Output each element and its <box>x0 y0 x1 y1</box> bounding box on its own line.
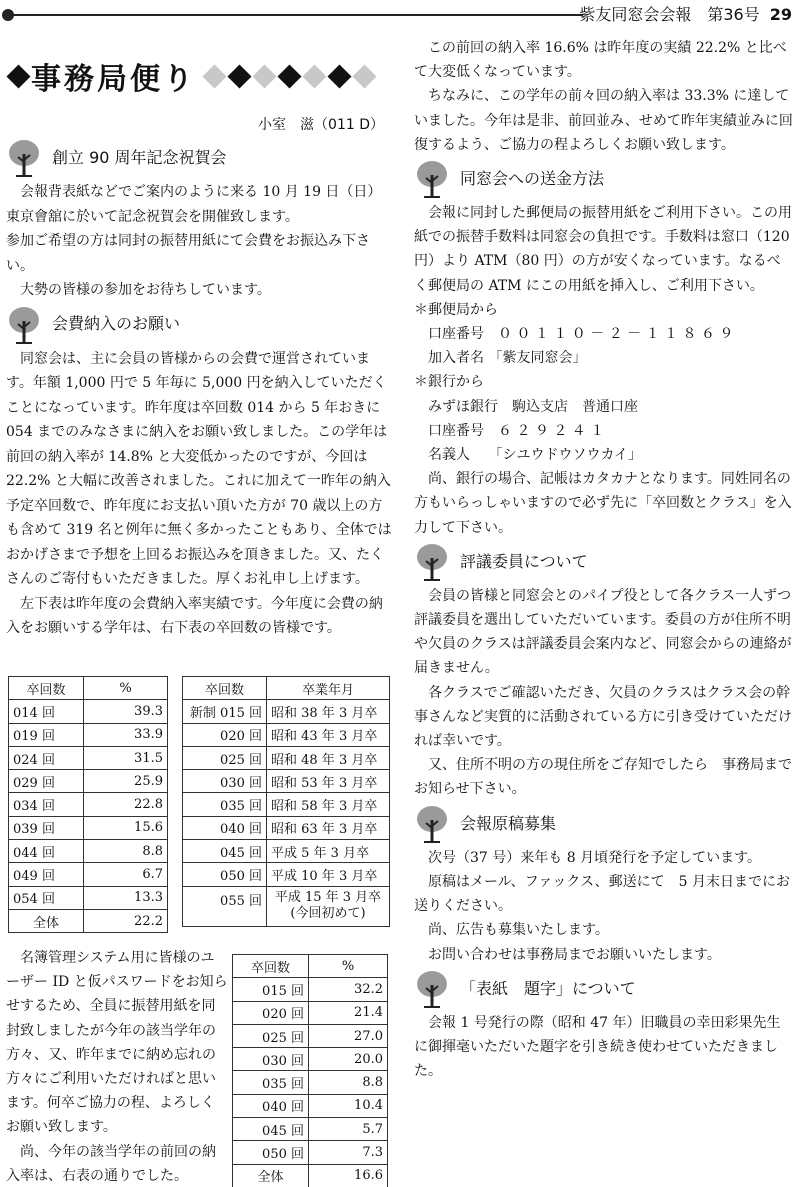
post-account: 口座番号 ０ ０ １ １ ０ － ２ － １ １ ８ ６ ９ <box>428 326 734 343</box>
header-rule <box>8 14 583 16</box>
table-row <box>183 793 390 816</box>
table-row <box>183 723 390 746</box>
author-credit: 小室 滋（011 D） <box>258 117 384 133</box>
section-heading <box>414 969 794 1009</box>
tree-icon <box>414 542 450 582</box>
paragraph: 会報に同封した郵便局の振替用紙をご利用下さい。この用紙での振替手数料は同窓会の負担です。手数料は窓口（120 円）より ATM（80 円）の方が安くなっています。なるべく郵便局の ATM にこの用紙を挿入し、ご利用下さい。 <box>414 205 792 294</box>
table-row <box>233 1164 388 1187</box>
section-title: 評議委員について <box>460 551 588 571</box>
table-cell: 045 回 <box>233 1118 309 1141</box>
table-cell: 040 回 <box>183 816 267 839</box>
table-cell: 新制 015 回 <box>183 700 267 723</box>
diamond-icon <box>302 64 326 88</box>
table-cell: 034 回 <box>9 793 84 816</box>
table-cell-text: 平成 15 年 3 月卒 <box>274 890 382 906</box>
table-cell: 055 回 <box>183 886 267 926</box>
page-number: 29 <box>769 5 792 24</box>
table-cell: 39.3 <box>84 700 168 723</box>
table-row <box>233 1118 388 1141</box>
table-cell: 024 回 <box>9 746 84 769</box>
table-header: % <box>84 677 168 700</box>
paragraph: 尚、広告も募集いたします。 <box>428 922 609 939</box>
table-cell: 029 回 <box>9 770 84 793</box>
table-cell: 050 回 <box>183 863 267 886</box>
table-row <box>233 978 388 1001</box>
paragraph: 原稿はメール、ファックス、郵送にて 5 月末日までにお送りください。 <box>414 873 790 915</box>
table-cell: 044 回 <box>9 840 84 863</box>
paragraph: 参加ご希望の方は同封の振替用紙にて会費をお振込み下さい。 <box>6 233 370 274</box>
table-row <box>183 746 390 769</box>
table-header: 卒回数 <box>9 677 84 700</box>
table-cell: 全体 <box>9 909 84 932</box>
section-heading <box>414 804 794 844</box>
paragraph: 又、住所不明の方の現住所をご存知でしたら 事務局までお知らせ下さい。 <box>414 757 792 798</box>
table-cell: 030 回 <box>233 1048 309 1071</box>
paragraph: 会員の皆様と同窓会とのパイプ役として各クラス一人ずつ評議委員を選出していただいています。委員の方が住所不明や欠員のクラスは評議委員会案内など、同窓会からの連絡が届きません。 <box>414 587 792 677</box>
page-title-block <box>6 54 396 98</box>
table-cell: 平成 5 年 3 月卒 <box>267 840 390 863</box>
table-row <box>233 1094 388 1117</box>
table-row <box>9 746 168 769</box>
bank-account: 口座番号 ６ ２ ９ ２ ４ １ <box>428 422 605 439</box>
section-title: 同窓会への送金方法 <box>460 168 605 188</box>
paragraph: 左下表は昨年度の会費納入率実績です。今年度に会費の納入をお願いする学年は、右下表の卒回数の皆様です。 <box>6 595 383 636</box>
left-column <box>6 136 394 641</box>
table-cell: 21.4 <box>309 1001 388 1024</box>
section-heading <box>414 542 794 582</box>
table-cell: 025 回 <box>233 1024 309 1047</box>
paragraph: 尚、今年の該当学年の前回の納入率は、右表の通りでした。 <box>6 1143 216 1184</box>
table-cell: 20.0 <box>309 1048 388 1071</box>
table-cell: 054 回 <box>9 886 84 909</box>
header-text <box>579 2 792 25</box>
payment-rate-table <box>8 676 168 933</box>
diamond-icon <box>202 64 226 88</box>
table-cell: 25.9 <box>84 770 168 793</box>
table-row <box>9 816 168 839</box>
bank-name: 名義人 「シユウドウソウカイ」 <box>428 447 643 464</box>
page-header <box>0 0 800 26</box>
previous-rate-table <box>232 954 388 1187</box>
table-header: 卒業年月 <box>267 677 390 700</box>
table-cell: 039 回 <box>9 816 84 839</box>
table-row <box>183 700 390 723</box>
table-cell: 平成 10 年 3 月卒 <box>267 863 390 886</box>
table-row <box>233 1024 388 1047</box>
paragraph: 同窓会は、主に会員の皆様からの会費で運営されています。年額 1,000 円で 5 年毎に 5,000 円を納入していただくことになっています。昨年度は卒回数 014 から 5 年おきに 054 までのみなさまに納入をお願い致しました。この学年は前回の納入率が 14.8% と大変低かったのですが、今回は 22.2% と大幅に改善されました。これに加えて一昨年の納入予定卒回数で、昨年度にお支払い頂いた方が 70 歳以上の方も含めて 319 名と例年に無く多かったこともあり、全体ではおかげさまで予想を上回るお振込みを頂きました。又、たくさんのご寄付もいただきました。厚くお礼申し上げます。 <box>6 350 392 587</box>
table-cell: 030 回 <box>183 770 267 793</box>
table-row <box>233 1071 388 1094</box>
table-cell: 10.4 <box>309 1094 388 1117</box>
table-row <box>9 886 168 909</box>
table-cell-note: (今回初めて) <box>290 906 366 922</box>
table-cell: 昭和 43 年 3 月卒 <box>267 723 390 746</box>
graduation-year-table <box>182 676 390 927</box>
table-cell: 6.7 <box>84 863 168 886</box>
bank-label: ＊銀行から <box>414 374 484 391</box>
section-heading <box>414 159 794 199</box>
table-cell: 025 回 <box>183 746 267 769</box>
table-row <box>9 909 168 932</box>
table-row <box>183 863 390 886</box>
table-cell: 020 回 <box>183 723 267 746</box>
section-title: 「表紙 題字」について <box>460 978 636 998</box>
table-cell: 33.9 <box>84 723 168 746</box>
diamond-icon <box>352 64 376 88</box>
table-row <box>9 770 168 793</box>
table-cell: 22.2 <box>84 909 168 932</box>
table-row <box>9 723 168 746</box>
table-cell: 全体 <box>233 1164 309 1187</box>
table-cell: 045 回 <box>183 840 267 863</box>
tree-icon <box>414 804 450 844</box>
table-row <box>233 1048 388 1071</box>
tree-icon <box>414 159 450 199</box>
paragraph: 名簿管理システム用に皆様のユーザー ID と仮パスワードをお知らせするため、全員に振替用紙を同封致しましたが今年の該当学年の方々、又、昨年までに納め忘れの方々にご利用いただければと思います。何卒ご協力の程、よろしくお願い致します。 <box>6 950 228 1136</box>
diamond-icon <box>6 64 30 88</box>
paragraph: 尚、銀行の場合、記帳はカタカナとなります。同姓同名の方もいらっしゃいますので必ず先に「卒回数とクラス」を入力して下さい。 <box>414 471 792 536</box>
table-cell: 31.5 <box>84 746 168 769</box>
table-cell: 昭和 58 年 3 月卒 <box>267 793 390 816</box>
table-cell: 13.3 <box>84 886 168 909</box>
table-cell: 32.2 <box>309 978 388 1001</box>
table-row <box>183 770 390 793</box>
table-cell: 22.8 <box>84 793 168 816</box>
table-cell: 035 回 <box>233 1071 309 1094</box>
table-cell: 035 回 <box>183 793 267 816</box>
post-name: 加入者名 「紫友同窓会」 <box>428 350 587 367</box>
table-cell: 昭和 38 年 3 月卒 <box>267 700 390 723</box>
table-cell: 019 回 <box>9 723 84 746</box>
newsletter-title: 紫友同窓会会報 第36号 <box>579 5 760 24</box>
tree-icon <box>414 969 450 1009</box>
paragraph: 各クラスでご確認いただき、欠員のクラスはクラス会の幹事さんなど実質的に活動されている方に引き受けていただければ幸いです。 <box>414 684 792 750</box>
table-row <box>233 1141 388 1164</box>
table-cell: 050 回 <box>233 1141 309 1164</box>
table-cell: 27.0 <box>309 1024 388 1047</box>
table-cell: 049 回 <box>9 863 84 886</box>
table-header: 卒回数 <box>183 677 267 700</box>
table-row <box>233 1001 388 1024</box>
table-row <box>183 886 390 926</box>
paragraph: 次号（37 号）来年も 8 月頃発行を予定しています。 <box>428 849 761 866</box>
table-cell: 014 回 <box>9 700 84 723</box>
section-title: 創立 90 周年記念祝賀会 <box>52 147 227 167</box>
table-cell: 昭和 53 年 3 月卒 <box>267 770 390 793</box>
table-cell: 015 回 <box>233 978 309 1001</box>
diamond-icon <box>252 64 276 88</box>
paragraph: 会報 1 号発行の際（昭和 47 年）旧職員の幸田彩果先生に御揮毫いただいた題字を引き続き使わせていただきました。 <box>414 1014 781 1080</box>
tree-icon <box>6 138 42 178</box>
table-cell: 15.6 <box>84 816 168 839</box>
table-row <box>9 700 168 723</box>
table-cell: 7.3 <box>309 1141 388 1164</box>
diamond-icon <box>277 64 301 88</box>
bank-branch: みずほ銀行 駒込支店 普通口座 <box>428 398 638 415</box>
diamond-icon <box>227 64 251 88</box>
table-cell: 8.8 <box>309 1071 388 1094</box>
diamond-ornament <box>202 68 377 85</box>
table-header: 卒回数 <box>233 955 309 978</box>
page-title: 事務局便り <box>31 62 196 97</box>
left-bottom-text <box>6 946 228 1187</box>
right-column <box>414 36 794 1083</box>
table-row <box>183 816 390 839</box>
section-heading <box>6 305 394 345</box>
paragraph: お問い合わせは事務局までお願いいたします。 <box>428 946 721 963</box>
paragraph: この前回の納入率 16.6% は昨年度の実績 22.2% と比べて大変低くなっています。 <box>414 40 787 81</box>
table-cell: 5.7 <box>309 1118 388 1141</box>
table-header: % <box>309 955 388 978</box>
post-label: ＊郵便局から <box>414 301 498 318</box>
table-cell: 020 回 <box>233 1001 309 1024</box>
table-row <box>183 840 390 863</box>
tree-icon <box>6 305 42 345</box>
table-cell: 8.8 <box>84 840 168 863</box>
diamond-icon <box>327 64 351 88</box>
table-cell: 16.6 <box>309 1164 388 1187</box>
table-row <box>9 793 168 816</box>
section-title: 会報原稿募集 <box>460 813 557 833</box>
paragraph: 会報背表紙などでご案内のように来る 10 月 19 日（日）東京會舘に於いて記念祝賀会を開催致します。 <box>6 184 382 225</box>
paragraph: ちなみに、この学年の前々回の納入率は 33.3% に達していました。今年は是非、前回並み、せめて昨年実績並みに回復するよう、ご協力の程よろしくお願い致します。 <box>414 88 793 153</box>
table-row <box>9 840 168 863</box>
table-cell <box>267 886 390 926</box>
table-row <box>9 863 168 886</box>
paragraph: 大勢の皆様の参加をお待ちしています。 <box>20 282 271 298</box>
table-cell: 040 回 <box>233 1094 309 1117</box>
section-title: 会費納入のお願い <box>52 314 181 334</box>
table-cell: 昭和 48 年 3 月卒 <box>267 746 390 769</box>
section-heading <box>6 138 394 178</box>
table-cell: 昭和 63 年 3 月卒 <box>267 816 390 839</box>
